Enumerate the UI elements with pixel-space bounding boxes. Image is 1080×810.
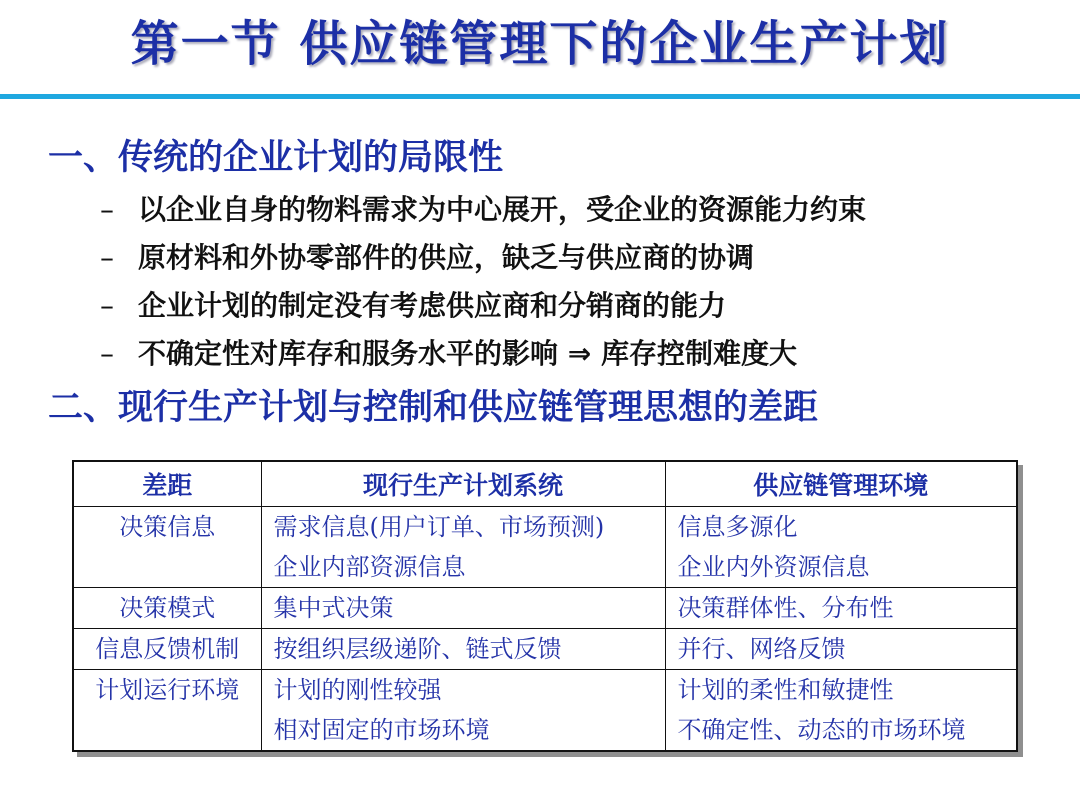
row-label: 信息反馈机制 [73, 629, 261, 670]
cell-line: 并行、网络反馈 [677, 635, 846, 663]
row-label: 决策模式 [73, 588, 261, 629]
section-2-heading: 二、现行生产计划与控制和供应链管理思想的差距 [48, 388, 819, 428]
bullet-text: 以企业自身的物料需求为中心展开，受企业的资源能力约束 [138, 193, 867, 226]
bullet-text: 不确定性对库存和服务水平的影响 ⇒ 库存控制难度大 [138, 337, 797, 370]
table-row [73, 588, 1017, 629]
row-label: 计划运行环境 [73, 670, 261, 752]
cell-line: 集中式决策 [273, 594, 394, 622]
supply-chain-cell [665, 507, 1017, 588]
cell-line: 企业内部资源信息 [273, 553, 466, 581]
bullet-dash: – [100, 337, 114, 370]
slide-title: 第一节 供应链管理下的企业生产计划 [130, 16, 950, 72]
title-divider [0, 94, 1080, 99]
row-label: 决策信息 [73, 507, 261, 588]
current-system-cell [261, 588, 665, 629]
cell-line: 相对固定的市场环境 [273, 716, 490, 744]
gap-comparison-table [72, 460, 1018, 752]
bullet-text: 原材料和外协零部件的供应，缺乏与供应商的协调 [138, 241, 755, 274]
bullet-text: 企业计划的制定没有考虑供应商和分销商的能力 [138, 289, 727, 322]
column-header-current-system: 现行生产计划系统 [261, 461, 665, 507]
bullet-dash: – [100, 193, 114, 226]
current-system-cell [261, 629, 665, 670]
supply-chain-cell [665, 670, 1017, 752]
cell-line: 需求信息(用户订单、市场预测) [273, 513, 605, 541]
cell-line: 按组织层级递阶、链式反馈 [273, 635, 562, 663]
section-1-heading: 一、传统的企业计划的局限性 [48, 138, 504, 178]
cell-line: 决策群体性、分布性 [677, 594, 894, 622]
bullet-dash: – [100, 241, 114, 274]
column-header-supply-chain: 供应链管理环境 [665, 461, 1017, 507]
table-row [73, 629, 1017, 670]
current-system-cell [261, 670, 665, 752]
current-system-cell [261, 507, 665, 588]
supply-chain-cell [665, 588, 1017, 629]
cell-line: 计划的柔性和敏捷性 [677, 676, 894, 704]
table-row [73, 507, 1017, 588]
cell-line: 不确定性、动态的市场环境 [677, 716, 966, 744]
supply-chain-cell [665, 629, 1017, 670]
table-row [73, 670, 1017, 752]
cell-line: 计划的刚性较强 [273, 676, 442, 704]
table-header-row [73, 461, 1017, 507]
cell-line: 信息多源化 [677, 513, 798, 541]
cell-line: 企业内外资源信息 [677, 553, 870, 581]
column-header-gap: 差距 [73, 461, 261, 507]
bullet-dash: – [100, 289, 114, 322]
